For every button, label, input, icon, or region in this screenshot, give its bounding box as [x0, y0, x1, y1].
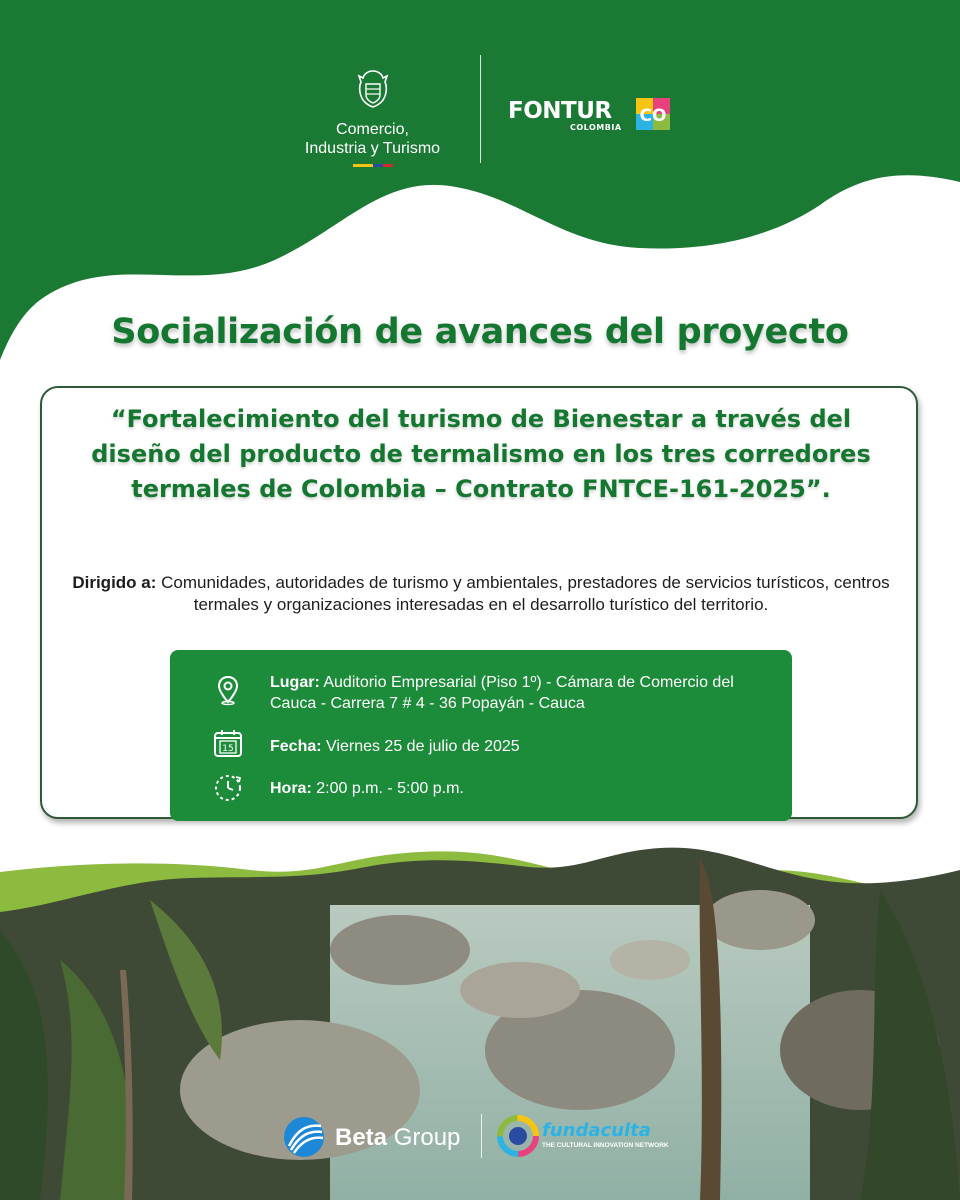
date-label: Fecha:: [270, 738, 322, 755]
flag-bar: [353, 164, 393, 167]
footer-logos: [0, 1110, 960, 1170]
time-text: [270, 778, 750, 799]
location-pin-icon: [212, 674, 244, 706]
date-text: [270, 736, 750, 757]
calendar-icon: [212, 727, 244, 759]
event-card: [40, 386, 918, 819]
co-badge-text: CO: [639, 106, 667, 126]
clock-icon: [212, 772, 244, 804]
event-details-box: [170, 650, 792, 821]
audience-text: [62, 572, 900, 616]
time-value: 2:00 p.m. - 5:00 p.m.: [311, 780, 464, 797]
calendar-icon-number: 15: [222, 744, 234, 754]
place-text: [270, 672, 750, 714]
audience-label: Dirigido a:: [72, 573, 157, 592]
header-divider: [480, 55, 481, 163]
ministry-name-line2: Industria y Turismo: [304, 140, 441, 157]
header: [0, 40, 960, 180]
beta-group-name: [335, 1124, 460, 1152]
co-badge-icon: [636, 98, 670, 130]
fundaculta-name: fundaculta: [542, 1120, 651, 1141]
ministry-name-line1: Comercio,: [336, 121, 409, 138]
fontur-logo: [508, 98, 668, 134]
place-label: Lugar:: [270, 674, 320, 691]
beta-group-mark-icon: [283, 1116, 325, 1158]
fontur-country: COLOMBIA: [570, 123, 622, 132]
fundaculta-mark-icon: [496, 1114, 540, 1158]
main-title: Socialización de avances del proyecto: [111, 312, 849, 352]
date-value: Viernes 25 de julio de 2025: [321, 738, 520, 755]
audience-value: Comunidades, autoridades de turismo y ambientales, prestadores de servicios turísticos, centros termales y organizaciones interesadas en el desarrollo turístico del territorio.: [156, 573, 890, 614]
beta-group-name-bold: Beta: [335, 1124, 388, 1151]
fundaculta-tagline: THE CULTURAL INNOVATION NETWORK: [542, 1142, 669, 1149]
fontur-wordmark: FONTUR: [508, 98, 612, 124]
fundaculta-logo: [496, 1114, 676, 1162]
place-value: Auditorio Empresarial (Piso 1º) - Cámara de Comercio del Cauca - Carrera 7 # 4 - 36 Popayán - Cauca: [270, 674, 734, 712]
project-title: “Fortalecimiento del turismo de Bienestar a través del diseño del producto de termalismo en los tres corredores termales de Colombia – Contrato FNTCE-161-2025”.: [91, 405, 871, 503]
colombia-coat-of-arms-icon: [354, 68, 392, 110]
beta-group-name-light: Group: [387, 1124, 461, 1151]
footer-divider: [481, 1114, 482, 1158]
time-label: Hora:: [270, 780, 312, 797]
ministry-logo: [285, 68, 460, 167]
